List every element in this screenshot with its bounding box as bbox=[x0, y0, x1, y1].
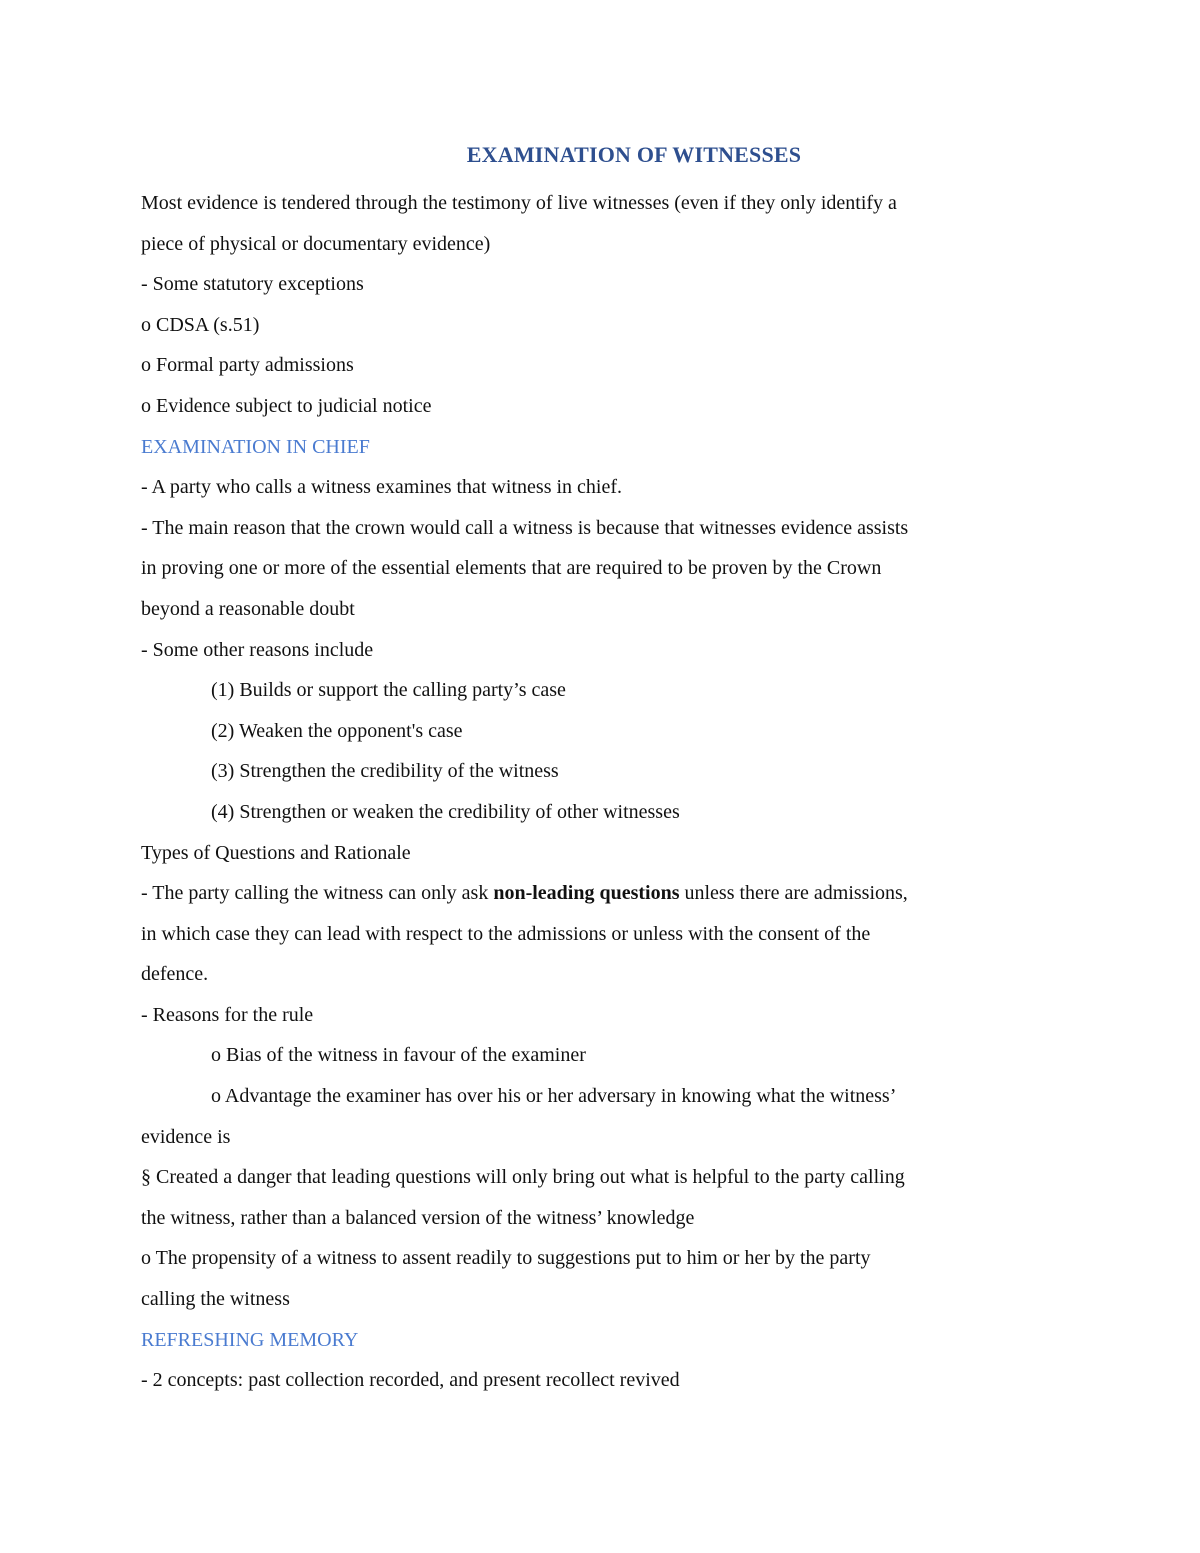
body-text-line: - 2 concepts: past collection recorded, and present recollect revived bbox=[141, 1369, 680, 1392]
body-text-line: beyond a reasonable doubt bbox=[141, 597, 355, 620]
document-body bbox=[141, 183, 1061, 1401]
body-text-line: - A party who calls a witness examines that witness in chief. bbox=[141, 476, 623, 499]
bold-term: non-leading questions bbox=[493, 882, 680, 905]
text-run: - The party calling the witness can only ask bbox=[141, 882, 494, 905]
body-text-line: o CDSA (s.51) bbox=[141, 313, 260, 336]
body-text-line: - The main reason that the crown would call a witness is because that witnesses evidence assists bbox=[141, 516, 909, 539]
body-text-line: § Created a danger that leading questions will only bring out what is helpful to the party calling bbox=[141, 1166, 905, 1189]
indented-list-item: (1) Builds or support the calling party’s case bbox=[211, 679, 566, 702]
indented-list-item: o Advantage the examiner has over his or her adversary in knowing what the witness’ bbox=[211, 1085, 897, 1108]
body-text-line bbox=[141, 873, 1061, 914]
body-text-line: defence. bbox=[141, 963, 209, 986]
body-text-line: - Some other reasons include bbox=[141, 638, 374, 661]
body-text-line: in which case they can lead with respect to the admissions or unless with the consent of the bbox=[141, 922, 871, 945]
indented-list-item: (2) Weaken the opponent's case bbox=[211, 719, 463, 742]
body-text-line: evidence is bbox=[141, 1125, 231, 1148]
section-heading: EXAMINATION IN CHIEF bbox=[141, 435, 370, 458]
body-text-line: o Formal party admissions bbox=[141, 354, 354, 377]
document-title: EXAMINATION OF WITNESSES bbox=[466, 142, 802, 167]
body-text-line: in proving one or more of the essential elements that are required to be proven by the Crown bbox=[141, 557, 882, 580]
body-text-line: the witness, rather than a balanced version of the witness’ knowledge bbox=[141, 1206, 695, 1229]
indented-list-item: (4) Strengthen or weaken the credibility of other witnesses bbox=[211, 800, 680, 823]
body-text-line: o The propensity of a witness to assent readily to suggestions put to him or her by the party bbox=[141, 1247, 871, 1270]
body-text-line: o Evidence subject to judicial notice bbox=[141, 394, 432, 417]
text-run: unless there are admissions, bbox=[679, 882, 908, 905]
section-heading: REFRESHING MEMORY bbox=[141, 1328, 359, 1351]
body-text-line: piece of physical or documentary evidence) bbox=[141, 232, 491, 255]
body-text-line: Types of Questions and Rationale bbox=[141, 841, 411, 864]
indented-list-item: o Bias of the witness in favour of the examiner bbox=[211, 1044, 586, 1067]
body-text-line: Most evidence is tendered through the testimony of live witnesses (even if they only identify a bbox=[141, 192, 897, 214]
body-text-line: calling the witness bbox=[141, 1288, 290, 1311]
body-text-line: - Some statutory exceptions bbox=[141, 273, 364, 296]
body-text-line: - Reasons for the rule bbox=[141, 1003, 314, 1026]
indented-list-item: (3) Strengthen the credibility of the witness bbox=[211, 760, 559, 783]
